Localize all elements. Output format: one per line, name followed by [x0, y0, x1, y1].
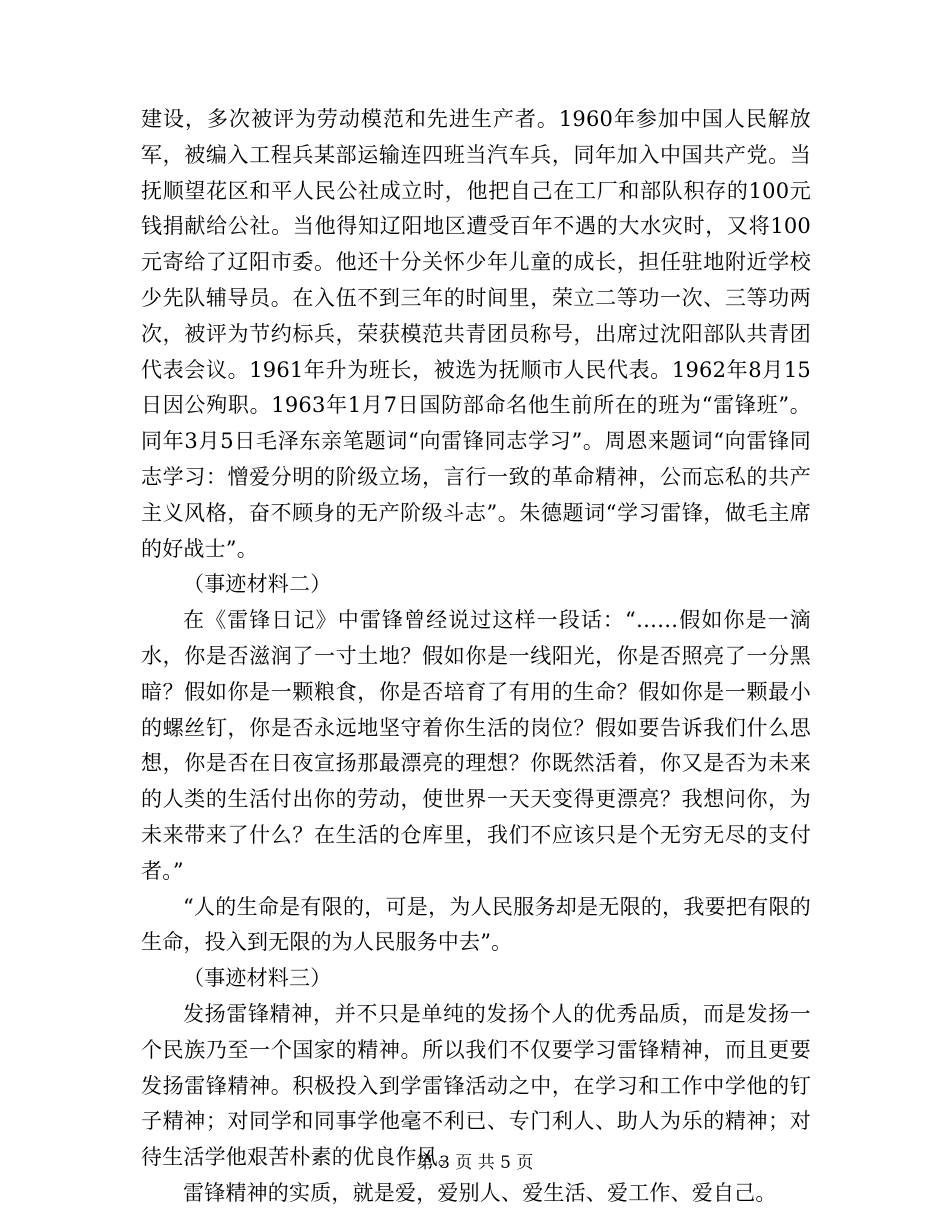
page-number: 第 3 页 共 5 页 [416, 1153, 534, 1173]
paragraph-spirit: 发扬雷锋精神，并不只是单纯的发扬个人的优秀品质，而是发扬一个民族乃至一个国家的精神。所以我们不仅要学习雷锋精神，而且更要发扬雷锋精神。积极投入到学雷锋活动之中，在学习和工作中学他的钉子精神；对同学和同事学他毫不利已、专门利人、助人为乐的精神；对待生活学他艰苦朴素的优良作风。 [141, 1001, 811, 1170]
page-footer [0, 1152, 950, 1174]
paragraph-diary-quote: 在《雷锋日记》中雷锋曾经说过这样一段话：“……假如你是一滴水，你是否滋润了一寸土地？假如你是一线阳光，你是否照亮了一分黑暗？假如你是一颗粮食，你是否培育了有用的生命？假如你是一颗最小的螺丝钉，你是否永远地坚守着你生活的岗位？假如要告诉我们什么思想，你是否在日夜宣扬那最漂亮的理想？你既然活着，你又是否为未来的人类的生活付出你的劳动，使世界一天天变得更漂亮？我想问你，为未来带来了什么？在生活的仓库里，我们不应该只是个无穷无尽的支付者。” [141, 608, 811, 883]
section-heading-material-two: （事迹材料二） [183, 572, 332, 597]
paragraph-biography: 建设，多次被评为劳动模范和先进生产者。1960年参加中国人民解放军，被编入工程兵某部运输连四班当汽车兵，同年加入中国共产党。当抚顺望花区和平人民公社成立时，他把自己在工厂和部队积存的100元钱捐献给公社。当他得知辽阳地区遭受百年不遇的大水灾时，又将100元寄给了辽阳市委。他还十分关怀少年儿童的成长，担任驻地附近学校少先队辅导员。在入伍不到三年的时间里，荣立二等功一次、三等功两次，被评为节约标兵，荣获模范共青团员称号，出席过沈阳部队共青团代表会议。1961年升为班长，被选为抚顺市人民代表。1962年8月15日因公殉职。1963年1月7日国防部命名他生前所在的班为“雷锋班”。同年3月5日毛泽东亲笔题词“向雷锋同志学习”。周恩来题词“向雷锋同志学习：憎爱分明的阶级立场，言行一致的革命精神，公而忘私的共产主义风格，奋不顾身的无产阶级斗志”。朱德题词“学习雷锋，做毛主席的好战士”。 [141, 107, 811, 561]
document-body [141, 102, 811, 1212]
paragraph-essence: 雷锋精神的实质，就是爱，爱别人、爱生活、爱工作、爱自己。 [183, 1180, 777, 1205]
section-heading-material-three: （事迹材料三） [183, 966, 332, 991]
paragraph-life-quote: “人的生命是有限的，可是，为人民服务却是无限的，我要把有限的生命，投入到无限的为人民服务中去”。 [141, 894, 811, 955]
